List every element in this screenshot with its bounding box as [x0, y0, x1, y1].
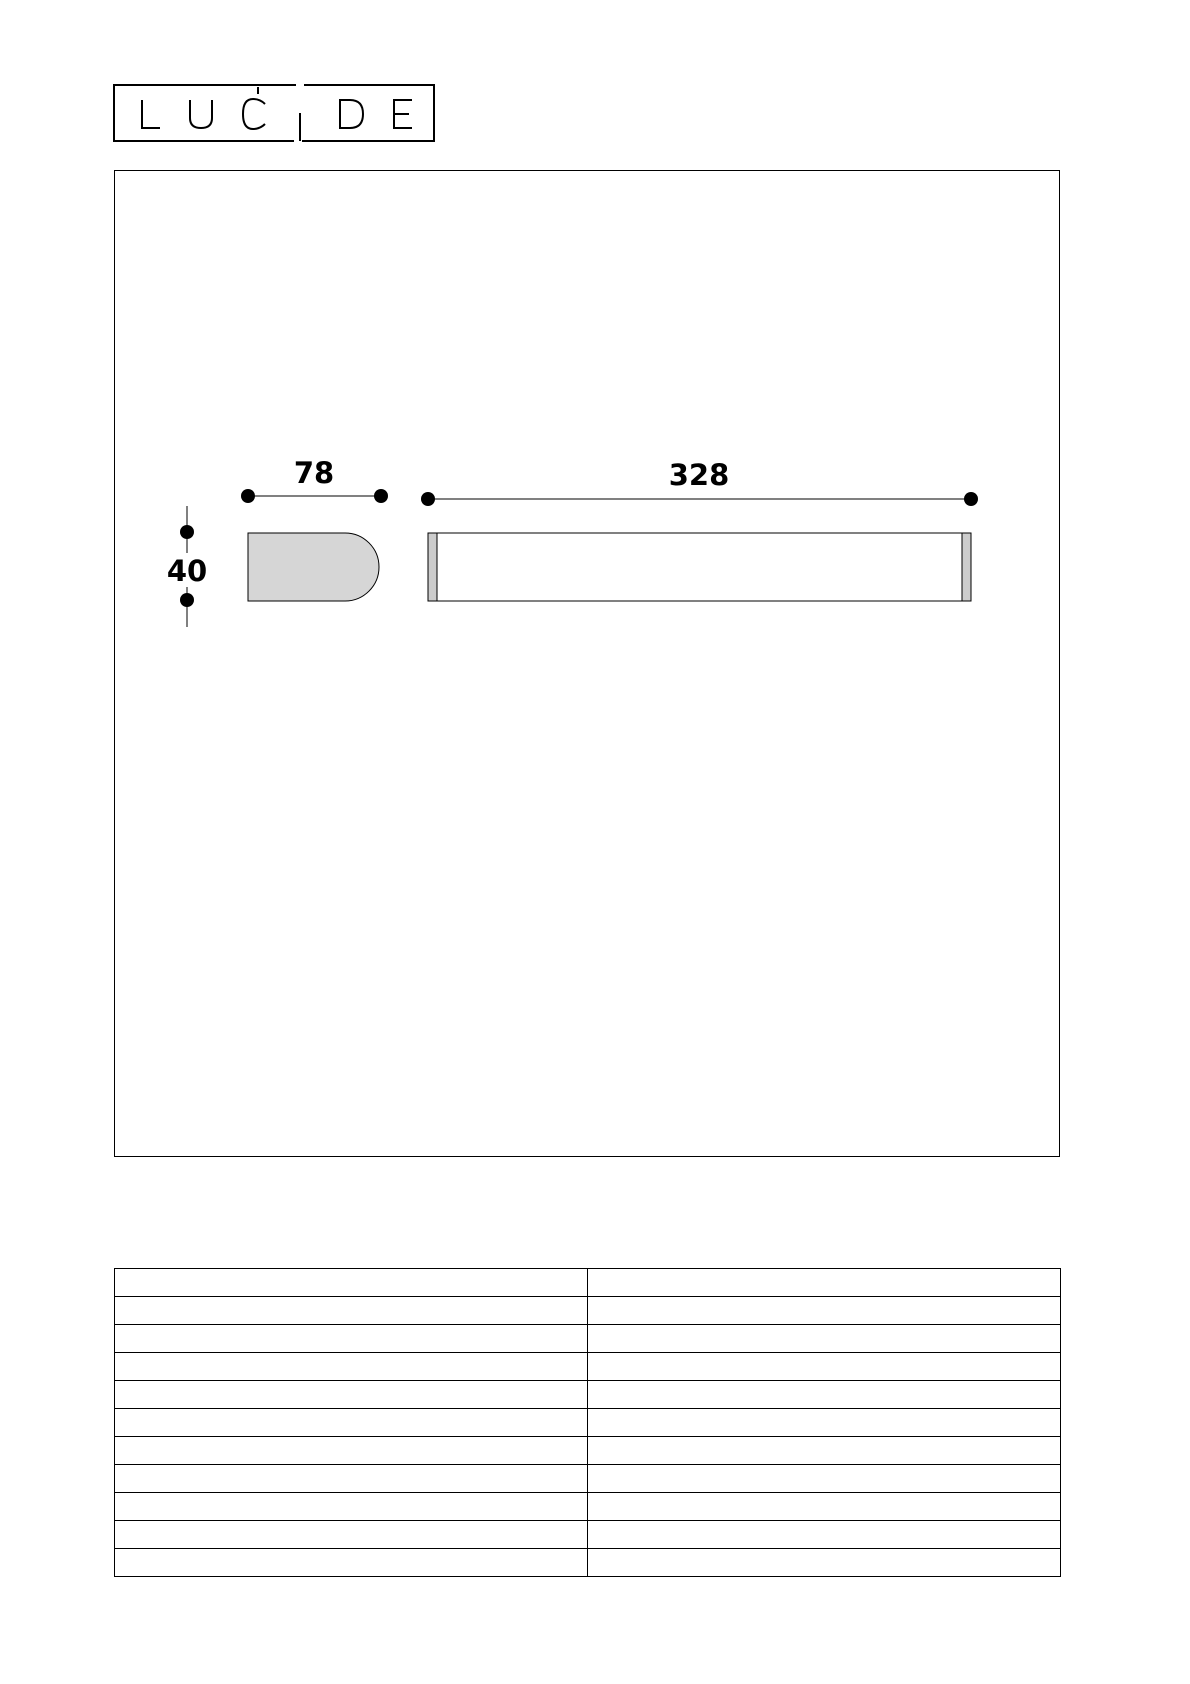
table-cell-value — [588, 1521, 1061, 1549]
lucide-logo — [113, 83, 435, 143]
table-cell-value — [588, 1409, 1061, 1437]
side-profile-shape — [248, 533, 379, 601]
table-row — [115, 1409, 1061, 1437]
table-cell-value — [588, 1493, 1061, 1521]
table-row — [115, 1297, 1061, 1325]
specification-table — [114, 1268, 1061, 1577]
table-cell-label — [115, 1437, 588, 1465]
table-row — [115, 1521, 1061, 1549]
table-cell-value — [588, 1353, 1061, 1381]
table-row — [115, 1437, 1061, 1465]
depth-label: 78 — [293, 456, 335, 490]
table-cell-value — [588, 1465, 1061, 1493]
table-cell-label — [115, 1521, 588, 1549]
table-cell-value — [588, 1549, 1061, 1577]
length-label: 328 — [668, 458, 730, 492]
table-row — [115, 1549, 1061, 1577]
table-cell-label — [115, 1549, 588, 1577]
table-row — [115, 1465, 1061, 1493]
table-cell-label — [115, 1297, 588, 1325]
table-row — [115, 1269, 1061, 1297]
table-cell-label — [115, 1353, 588, 1381]
table-cell-value — [588, 1325, 1061, 1353]
table-row — [115, 1325, 1061, 1353]
technical-drawing-frame — [114, 170, 1060, 1157]
table-cell-label — [115, 1325, 588, 1353]
table-cell-label — [115, 1409, 588, 1437]
length-dimension — [421, 458, 978, 506]
front-view-bar — [428, 533, 971, 601]
table-cell-value — [588, 1269, 1061, 1297]
height-dimension — [167, 506, 207, 627]
dimension-drawing — [115, 171, 1061, 1158]
table-cell-label — [115, 1269, 588, 1297]
table-cell-label — [115, 1381, 588, 1409]
table-row — [115, 1381, 1061, 1409]
table-row — [115, 1353, 1061, 1381]
table-row — [115, 1493, 1061, 1521]
table-cell-label — [115, 1493, 588, 1521]
table-cell-label — [115, 1465, 588, 1493]
table-cell-value — [588, 1437, 1061, 1465]
table-cell-value — [588, 1297, 1061, 1325]
depth-dimension — [241, 456, 388, 503]
height-label: 40 — [166, 554, 208, 588]
table-cell-value — [588, 1381, 1061, 1409]
